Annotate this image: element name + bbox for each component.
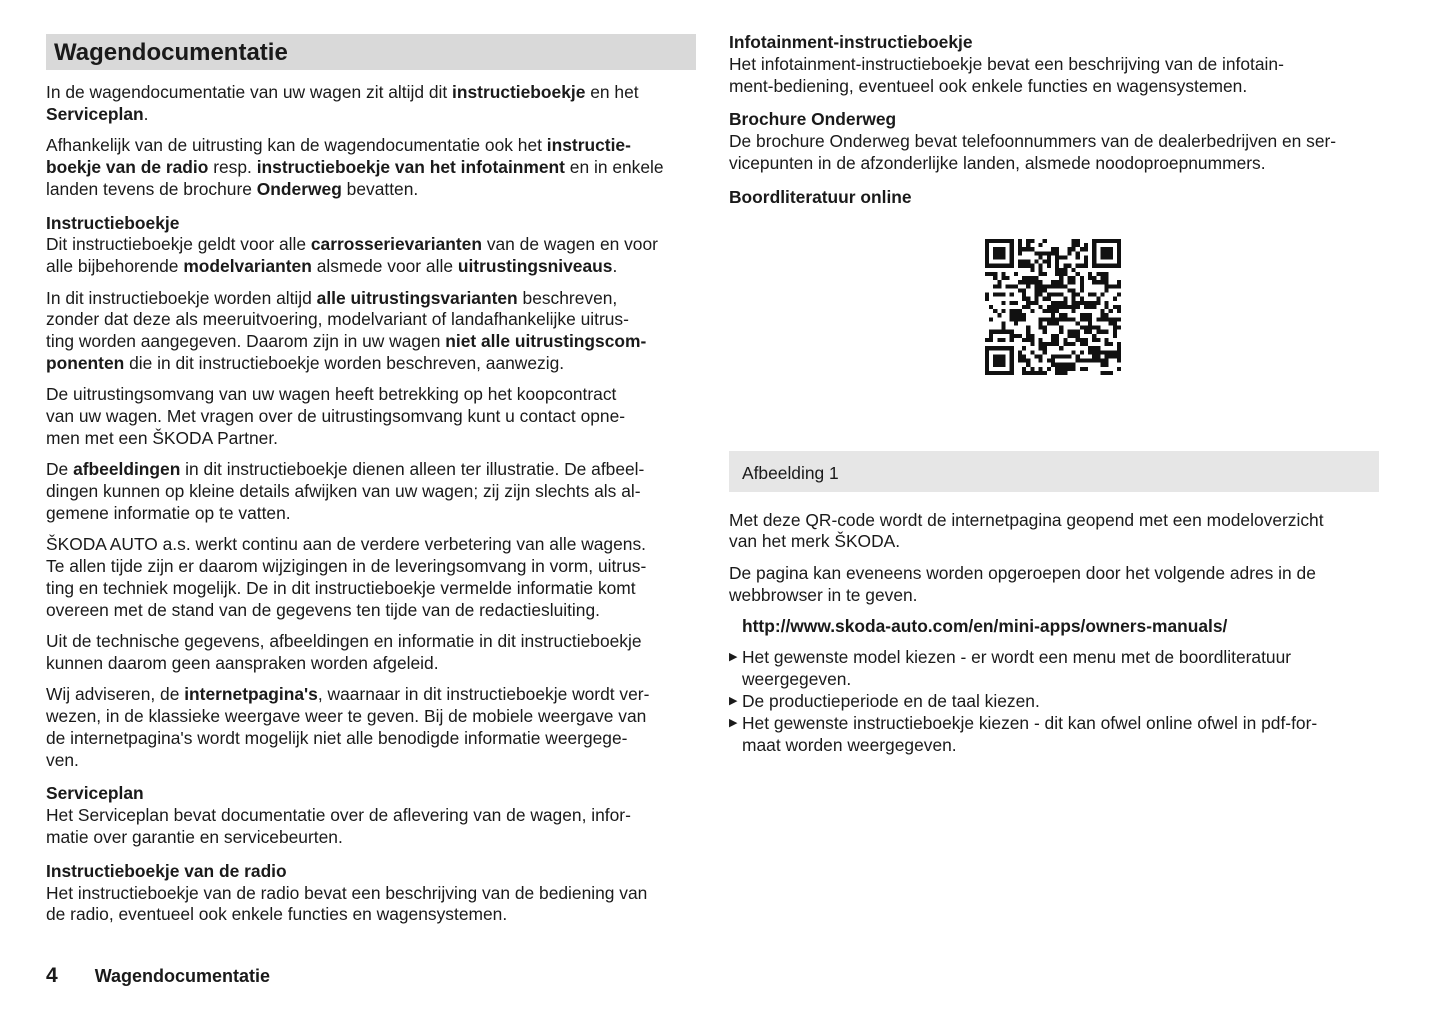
- text: die in dit instructieboekje worden beschreven, aanwezig.: [124, 352, 565, 373]
- bold-text: instructieboekje: [452, 82, 586, 102]
- text: ŠKODA AUTO a.s. werkt continu aan de verdere verbetering van alle wagens. Te allen tijde zijn er daarom wijzigingen in de leveringsomvang in vorm, uitrus- ting en techniek mogelijk. De in dit instructieboekje vermelde informatie komt overeen met de stand van de gegevens ten tijde van de redactiesluiting.: [46, 534, 647, 620]
- text: en het: [590, 82, 639, 102]
- text: .: [143, 103, 149, 124]
- figure: [729, 217, 1379, 427]
- page-number: 4: [46, 964, 58, 987]
- text: In dit instructieboekje worden altijd: [46, 287, 317, 308]
- step-text: Het gewenste instructieboekje kiezen - dit kan ofwel online ofwel in pdf-for- maat worden weergegeven.: [742, 712, 1318, 755]
- bold-text: Onderweg: [256, 178, 342, 199]
- bold-text: modelvarianten: [183, 256, 312, 277]
- bold-text: instructieboekje van het infotainment: [256, 156, 565, 177]
- section-title-bar: [46, 34, 696, 70]
- paragraph: [46, 684, 696, 771]
- paragraph: Het Serviceplan bevat documentatie over de aflevering van de wagen, infor- matie over garantie en servicebeurten.: [46, 805, 631, 848]
- paragraph: [46, 459, 696, 524]
- text: in dit instructieboekje dienen alleen ter illustratie. De afbeel- dingen kunnen op kleine details afwijken van uw wagen; zij zijn slechts als al- gemene informatie op te vatten.: [46, 459, 645, 523]
- text: Dit instructieboekje geldt voor alle: [46, 234, 311, 255]
- text: De uitrustingsomvang van uw wagen heeft betrekking op het koopcontract van uw wagen. Met vragen over de uitrustingsomvang kunt u contact opne- men met een ŠKODA Partner.: [46, 384, 626, 448]
- paragraph: Met deze QR-code wordt de internetpagina geopend met een modeloverzicht van het merk ŠKODA.: [729, 509, 1324, 552]
- intro-paragraph: [46, 135, 696, 200]
- page-footer: [46, 964, 270, 988]
- text: , waarnaar in dit instructieboekje wordt ver- wezen, in de klassieke weergave weer te geven. Bij de mobiele weergave van de internetpagina's wordt mogelijk niet alle benodigde informatie weergege- ven.: [46, 684, 650, 770]
- bold-text: niet alle uitrustingscom- ponenten: [46, 331, 647, 373]
- bold-text: carrosserievarianten: [310, 234, 482, 255]
- text: .: [612, 256, 618, 277]
- triangle-right-icon: ▶: [729, 694, 738, 707]
- bold-text: instructie- boekje van de radio: [46, 135, 631, 177]
- qr-code-image: [985, 239, 1121, 375]
- subheading-brochure: Brochure Onderweg: [729, 109, 897, 130]
- qr-modules: [985, 239, 1121, 375]
- subheading-instructieboekje: Instructieboekje: [46, 212, 180, 233]
- left-column: [46, 34, 696, 936]
- step-item: [729, 647, 1379, 691]
- paragraph: De brochure Onderweg bevat telefoonnummers van de dealerbedrijven en ser- vicepunten in de afzonderlijke landen, alsmede noodoproepnummers.: [729, 131, 1337, 173]
- subheading-online: Boordliteratuur online: [729, 186, 912, 207]
- step-text: Het gewenste model kiezen - er wordt een menu met de boordliteratuur weergegeven.: [742, 647, 1292, 690]
- footer-section-title: Wagendocumentatie: [94, 966, 271, 986]
- subheading-serviceplan: Serviceplan: [46, 783, 144, 804]
- paragraph: [46, 631, 696, 675]
- text: beschreven, zonder dat deze als meeruitvoering, modelvariant of landafhankelijke uitrus- ting worden aangegeven. Daarom zijn in uw wagen: [46, 287, 629, 352]
- page-title: Wagendocumentatie: [54, 39, 288, 66]
- text: resp.: [208, 156, 257, 177]
- bold-text: uitrustingsniveaus: [457, 256, 613, 277]
- step-item: [729, 713, 1379, 757]
- step-item: [729, 691, 1379, 713]
- steps-list: [729, 647, 1379, 756]
- subheading-radio: Instructieboekje van de radio: [46, 860, 287, 881]
- figure-caption: Afbeelding 1: [729, 451, 1379, 492]
- paragraph: Het infotainment-instructieboekje bevat een beschrijving van de infotain- ment-bediening, eventueel ook enkele functies en wagensystemen.: [729, 53, 1284, 96]
- bold-text: internetpagina's: [184, 684, 318, 705]
- paragraph: [46, 234, 696, 278]
- text: Uit de technische gegevens, afbeeldingen en informatie in dit instructieboekje kunnen daarom geen aanspraken worden afgeleid.: [46, 631, 642, 673]
- bold-text: afbeeldingen: [73, 459, 181, 480]
- paragraph: [46, 534, 696, 621]
- paragraph: [46, 288, 696, 375]
- text: Afhankelijk van de uitrusting kan de wagendocumentatie ook het: [46, 135, 547, 156]
- manuals-url: http://www.skoda-auto.com/en/mini-apps/owners-manuals/: [742, 615, 1228, 636]
- bold-text: alle uitrustingsvarianten: [316, 287, 518, 308]
- text: De: [46, 459, 74, 480]
- paragraph: Het instructieboekje van de radio bevat een beschrijving van de bediening van de radio, eventueel ook enkele functies en wagensystemen.: [46, 882, 648, 925]
- paragraph: De pagina kan eveneens worden opgeroepen door het volgende adres in de webbrowser in te geven.: [729, 562, 1316, 605]
- text: Wij adviseren, de: [46, 684, 185, 705]
- step-text: De productieperiode en de taal kiezen.: [742, 690, 1040, 711]
- text: alsmede voor alle: [311, 256, 458, 277]
- intro-paragraph: [46, 82, 696, 126]
- subheading-infotainment: Infotainment-instructieboekje: [729, 32, 973, 52]
- bold-text: Serviceplan: [46, 103, 144, 124]
- triangle-right-icon: ▶: [729, 651, 738, 664]
- text: van de wagen en voor alle bijbehorende: [46, 234, 658, 277]
- text: bevatten.: [341, 178, 419, 199]
- triangle-right-icon: ▶: [729, 716, 738, 729]
- paragraph: [46, 384, 696, 449]
- right-column: [729, 32, 1379, 756]
- text: In de wagendocumentatie van uw wagen zit altijd dit: [46, 82, 453, 102]
- text: en in enkele landen tevens de brochure: [46, 156, 664, 199]
